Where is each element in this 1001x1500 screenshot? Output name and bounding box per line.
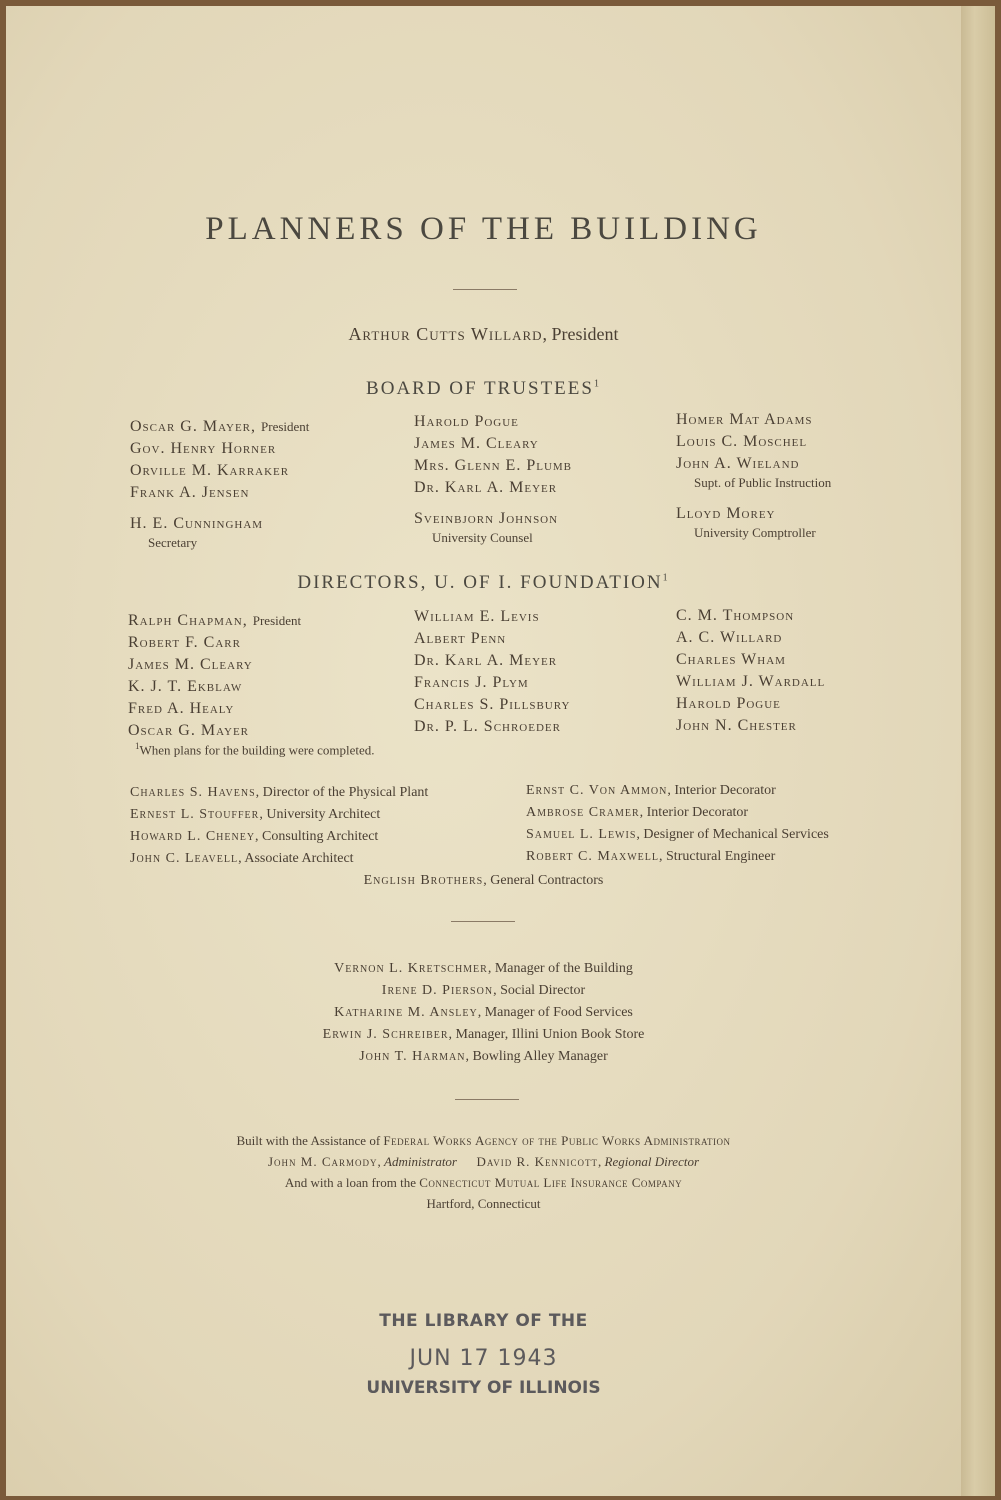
trustee-counsel: Sveinbjorn Johnson [414,510,559,527]
trustee-secretary-title: Secretary [148,535,198,550]
library-stamp-date: JUN 17 1943 [409,1346,558,1371]
directors-col-1 [128,610,301,742]
trustee-item: Orville M. Karraker [130,462,290,479]
staff-item: John C. Leavell, Associate Architect [130,851,354,866]
trustee-wieland-title: Supt. of Public Instruction [694,475,832,490]
trustee-comptroller-title: University Comptroller [694,525,816,540]
trustee-item: Dr. Karl A. Meyer [414,479,558,496]
director-item: Dr. P. L. Schroeder [414,718,561,735]
director-item: K. J. T. Ekblaw [128,678,243,695]
trustee-item: Oscar G. Mayer, President [130,418,310,435]
credits [6,1130,961,1214]
footnote [135,741,375,758]
trustees-col-2 [414,411,572,546]
divider [455,1099,519,1100]
staff-left [130,782,428,870]
divider [453,289,517,290]
manager-item: Irene D. Pierson, Social Director [381,983,586,998]
director-item: Ralph Chapman, President [128,612,302,629]
directors-heading-text: DIRECTORS, U. OF I. FOUNDATION [297,572,663,593]
trustee-item: Frank A. Jensen [130,484,250,501]
library-stamp-line-1: THE LIBRARY OF THE [379,1311,588,1331]
director-item: Harold Pogue [676,695,781,712]
trustee-secretary: H. E. Cunningham [130,515,264,532]
staff-right [526,780,829,868]
staff-item: Howard L. Cheney, Consulting Architect [130,829,379,844]
manager-item: Erwin J. Schreiber, Manager, Illini Union Book Store [322,1027,645,1042]
manager-item: Vernon L. Kretschmer, Manager of the Building [334,961,633,976]
trustees-heading-text: BOARD OF TRUSTEES [366,378,594,399]
document-page [6,6,961,1496]
staff-item: Ernest L. Stouffer, University Architect [130,807,381,822]
page-edge [961,6,995,1496]
director-item: Albert Penn [414,630,507,647]
president-name: Arthur Cutts Willard [348,324,543,344]
director-item: James M. Cleary [128,656,253,673]
director-item: John N. Chester [676,717,797,734]
staff-item: Ernst C. Von Ammon, Interior Decorator [526,783,776,798]
trustee-item: Harold Pogue [414,413,519,430]
library-stamp-line-3: UNIVERSITY OF ILLINOIS [366,1378,601,1398]
staff-item: Charles S. Havens, Director of the Physical Plant [130,785,429,800]
managers-list [6,958,961,1068]
president-line: Arthur Cutts Willard, President [348,324,619,344]
trustees-col-1 [130,416,309,551]
director-item: Dr. Karl A. Meyer [414,652,558,669]
manager-item: John T. Harman, Bowling Alley Manager [359,1049,608,1064]
trustees-footnote-mark: 1 [593,378,601,390]
director-item: C. M. Thompson [676,607,795,624]
trustee-counsel-title: University Counsel [432,530,533,545]
director-item: Robert F. Carr [128,634,241,651]
trustee-item: James M. Cleary [414,435,539,452]
director-item: Fred A. Healy [128,700,235,717]
directors-col-3 [676,605,825,737]
credits-line-1: Built with the Assistance of Federal Works Agency of the Public Works Administration [236,1133,731,1148]
director-item: Francis J. Plym [414,674,529,691]
trustee-comptroller: Lloyd Morey [676,505,776,522]
directors-footnote-mark: 1 [662,572,670,584]
staff-item: Robert C. Maxwell, Structural Engineer [526,849,776,864]
director-item: A. C. Willard [676,629,783,646]
directors-col-2 [414,606,570,738]
trustee-item: Gov. Henry Horner [130,440,277,457]
staff-item: Ambrose Cramer, Interior Decorator [526,805,749,820]
trustees-col-3 [676,409,831,541]
credits-line-2: John M. Carmody, Administrator David R. Kennicott, Regional Director [267,1154,700,1169]
directors-heading [6,572,961,594]
director-item: Oscar G. Mayer [128,722,250,739]
trustee-item: Louis C. Moschel [676,433,808,450]
page-title: PLANNERS OF THE BUILDING [205,211,762,247]
trustee-item: Mrs. Glenn E. Plumb [414,457,573,474]
trustee-item: John A. Wieland [676,455,800,472]
staff-item: Samuel L. Lewis, Designer of Mechanical Services [526,827,829,842]
credits-line-4: Hartford, Connecticut [426,1196,541,1211]
president-role: President [551,324,619,344]
director-item: William J. Wardall [676,673,826,690]
director-item: Charles S. Pillsbury [414,696,571,713]
footnote-text: When plans for the building were completed. [139,742,375,758]
manager-item: Katharine M. Ansley, Manager of Food Services [334,1005,633,1020]
director-item: Charles Wham [676,651,786,668]
contractors-line: English Brothers, General Contractors [363,873,604,888]
divider [451,921,515,922]
trustee-item: Homer Mat Adams [676,411,813,428]
director-item: William E. Levis [414,608,540,625]
trustees-heading [6,378,961,400]
footnote-mark: 1 [135,741,140,751]
credits-line-3: And with a loan from the Connecticut Mutual Life Insurance Company [284,1175,683,1190]
